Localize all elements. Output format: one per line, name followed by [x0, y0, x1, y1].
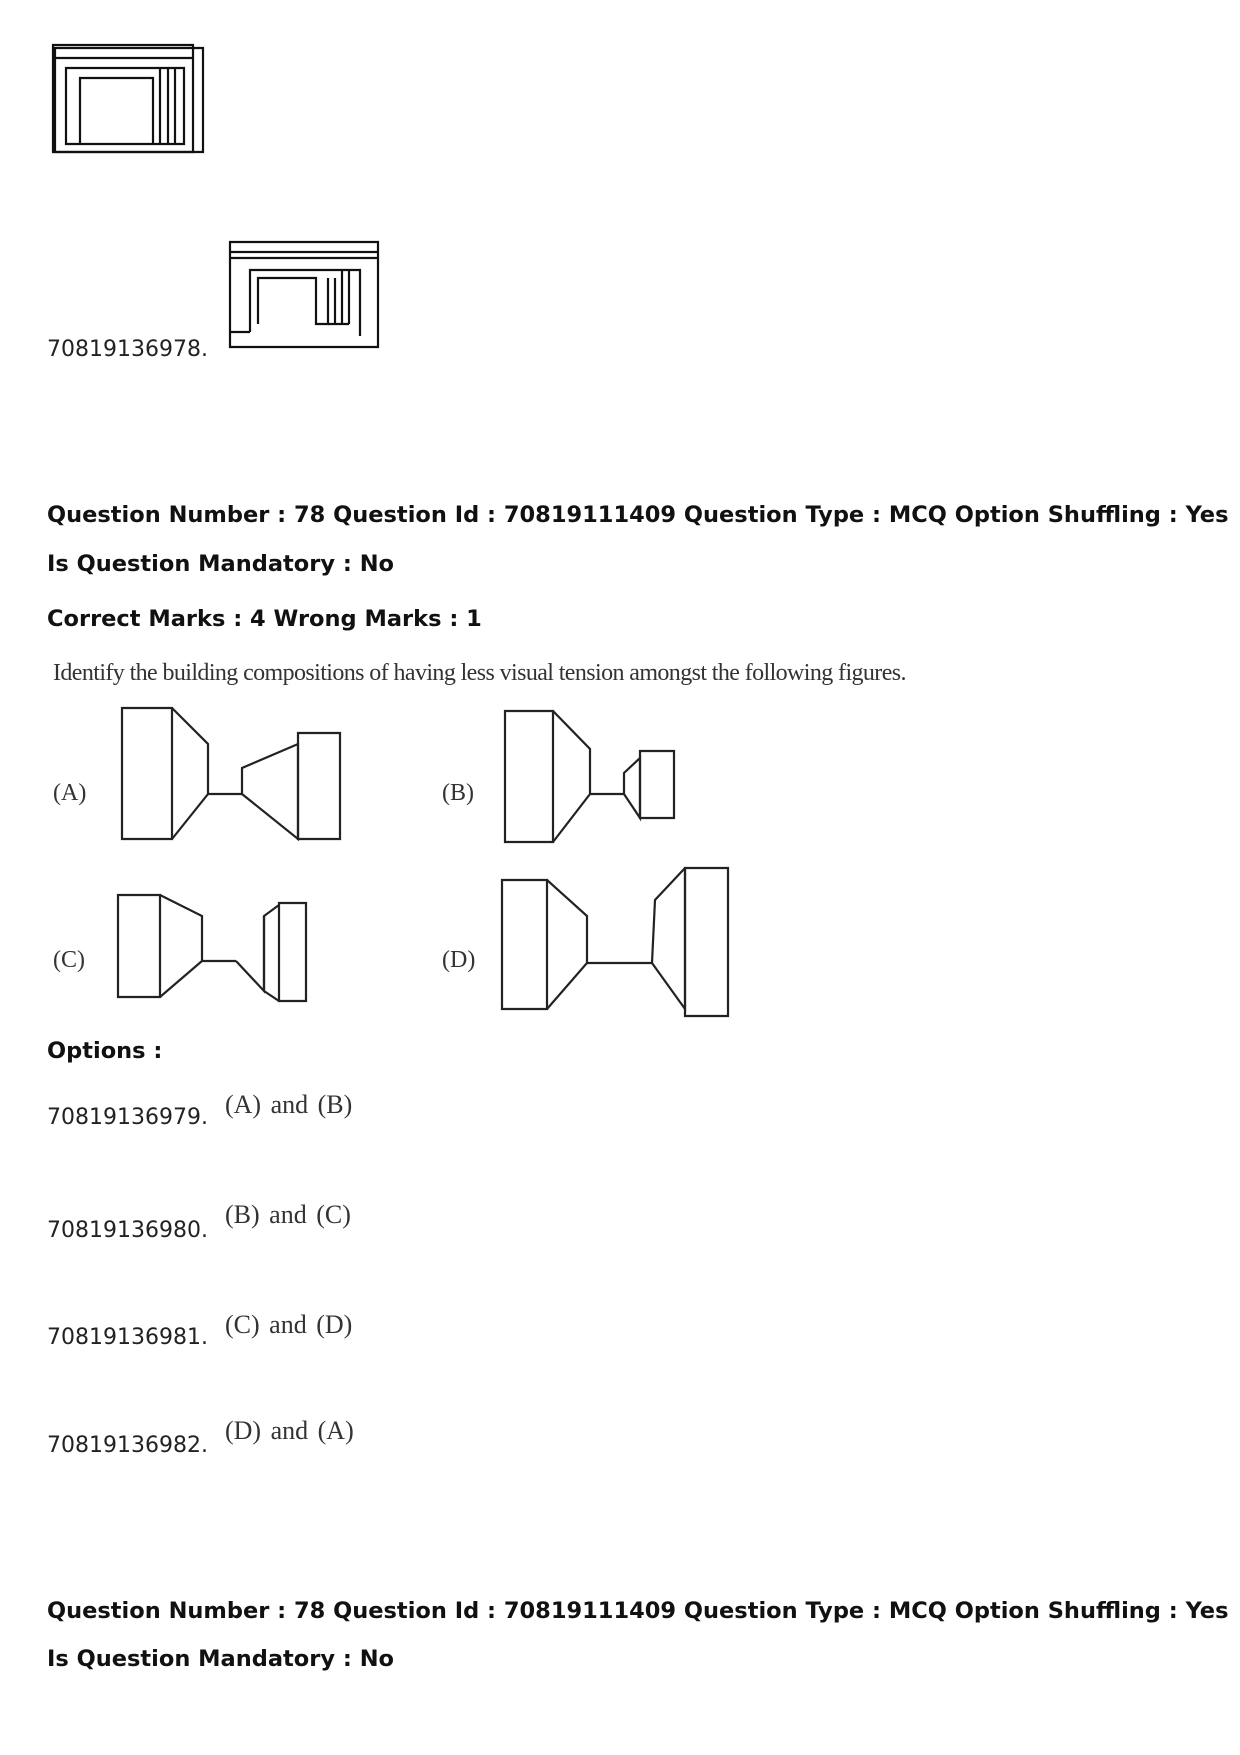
prev-option-number: 70819136978. [47, 337, 208, 362]
figure-b [500, 703, 690, 853]
question-mandatory: Is Question Mandatory : No [47, 551, 394, 577]
option-text-1[interactable]: (A) and (B) [225, 1090, 353, 1119]
figure-c [110, 885, 330, 1015]
option-number-4: 70819136982. [47, 1433, 208, 1458]
prev-option-figure [228, 240, 384, 352]
figure-label-d: (D) [442, 947, 476, 973]
question-text: Identify the building compositions of having less visual tension amongst the following figures. [53, 660, 906, 686]
option-number-2: 70819136980. [47, 1218, 208, 1243]
prev-option-figure-top [50, 42, 210, 158]
option-text-2[interactable]: (B) and (C) [225, 1200, 351, 1229]
question-header-line1: Question Number : 78 Question Id : 70819111409 Question Type : MCQ Option Shuffling : Yes [47, 502, 1229, 528]
option-text-3[interactable]: (C) and (D) [225, 1310, 353, 1339]
options-heading: Options : [47, 1038, 163, 1064]
figure-d [495, 862, 745, 1022]
figure-label-b: (B) [442, 780, 474, 806]
next-question-mandatory: Is Question Mandatory : No [47, 1646, 394, 1672]
figure-label-a: (A) [53, 780, 87, 806]
option-number-3: 70819136981. [47, 1325, 208, 1350]
figure-a [110, 700, 350, 850]
option-text-4[interactable]: (D) and (A) [225, 1416, 354, 1445]
option-number-1: 70819136979. [47, 1105, 208, 1130]
question-marks: Correct Marks : 4 Wrong Marks : 1 [47, 606, 482, 632]
figure-label-c: (C) [53, 947, 85, 973]
next-question-header-line1: Question Number : 78 Question Id : 70819111409 Question Type : MCQ Option Shuffling : Yes [47, 1598, 1229, 1624]
